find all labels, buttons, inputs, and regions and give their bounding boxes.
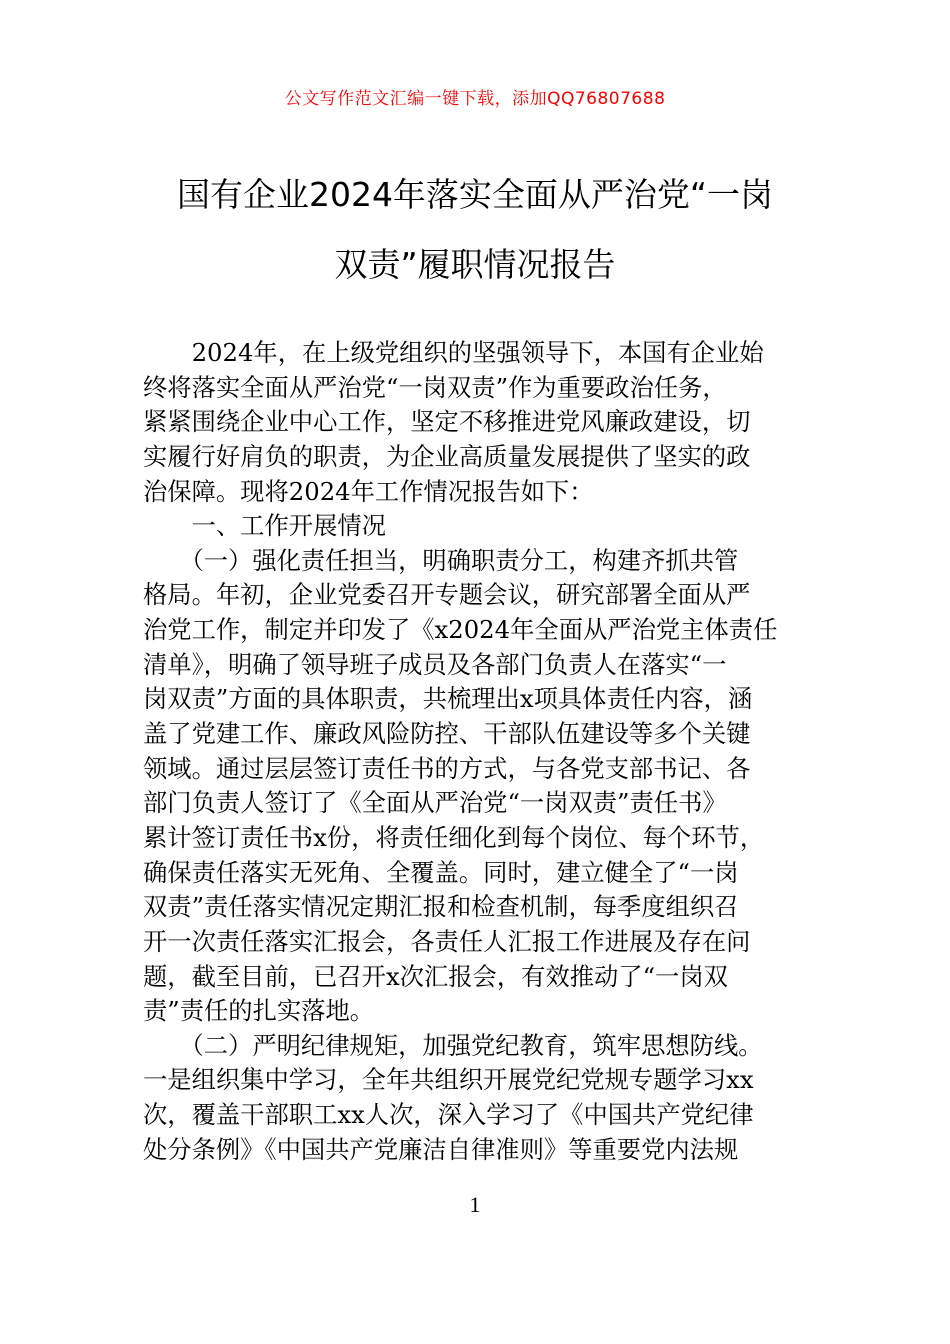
body-line: 清单》，明确了领导班子成员及各部门负责人在落实“一 xyxy=(143,649,727,679)
page-number: 1 xyxy=(469,1192,481,1217)
document-title-line-2: 双责”履职情况报告 xyxy=(334,245,616,284)
body-line: 开一次责任落实汇报会，各责任人汇报工作进展及存在问 xyxy=(143,926,751,956)
body-line: 领域。通过层层签订责任书的方式，与各党支部书记、各 xyxy=(143,753,751,783)
body-line: 一是组织集中学习，全年共组织开展党纪党规专题学习xx xyxy=(143,1065,754,1095)
body-line: 2024年，在上级党组织的坚强领导下，本国有企业始 xyxy=(143,338,764,367)
body-line: 题，截至目前，已召开x次汇报会，有效推动了“一岗双 xyxy=(143,961,728,991)
download-banner: 公文写作范文汇编一键下载，添加QQ76807688 xyxy=(284,89,666,109)
body-line: 紧紧围绕企业中心工作，坚定不移推进党风廉政建设，切 xyxy=(143,407,751,437)
body-line: 格局。年初，企业党委召开专题会议，研究部署全面从严 xyxy=(143,580,751,610)
body-line: 处分条例》《中国共产党廉洁自律准则》等重要党内法规 xyxy=(143,1134,739,1164)
body-line: 次，覆盖干部职工xx人次，深入学习了《中国共产党纪律 xyxy=(143,1100,754,1130)
body-line: 岗双责”方面的具体职责，共梳理出x项具体责任内容，涵 xyxy=(143,684,753,714)
document-title-line-1: 国有企业2024年落实全面从严治党“一岗 xyxy=(176,175,774,214)
document-body xyxy=(143,336,807,1167)
body-line: 累计签订责任书x份，将责任细化到每个岗位、每个环节， xyxy=(143,822,765,852)
body-line: 双责”责任落实情况定期汇报和检查机制，每季度组织召 xyxy=(143,892,739,922)
section-heading: 一、工作开展情况 xyxy=(143,511,386,541)
body-line: 治保障。现将2024年工作情况报告如下： xyxy=(143,476,594,506)
body-line: 盖了党建工作、廉政风险防控、干部队伍建设等多个关键 xyxy=(143,719,751,749)
body-line: 终将落实全面从严治党“一岗双责”作为重要政治任务， xyxy=(143,372,727,402)
body-line: 部门负责人签订了《全面从严治党“一岗双责”责任书》 xyxy=(143,788,727,818)
body-line: 治党工作，制定并印发了《x2024年全面从严治党主体责任 xyxy=(143,615,778,645)
body-line: 确保责任落实无死角、全覆盖。同时，建立健全了“一岗 xyxy=(143,857,739,887)
body-line: 实履行好肩负的职责，为企业高质量发展提供了坚实的政 xyxy=(143,441,751,471)
body-line: （二）严明纪律规矩，加强党纪教育，筑牢思想防线。 xyxy=(143,1030,763,1060)
body-line: （一）强化责任担当，明确职责分工，构建齐抓共管 xyxy=(143,545,739,575)
body-line: 责”责任的扎实落地。 xyxy=(143,996,375,1026)
